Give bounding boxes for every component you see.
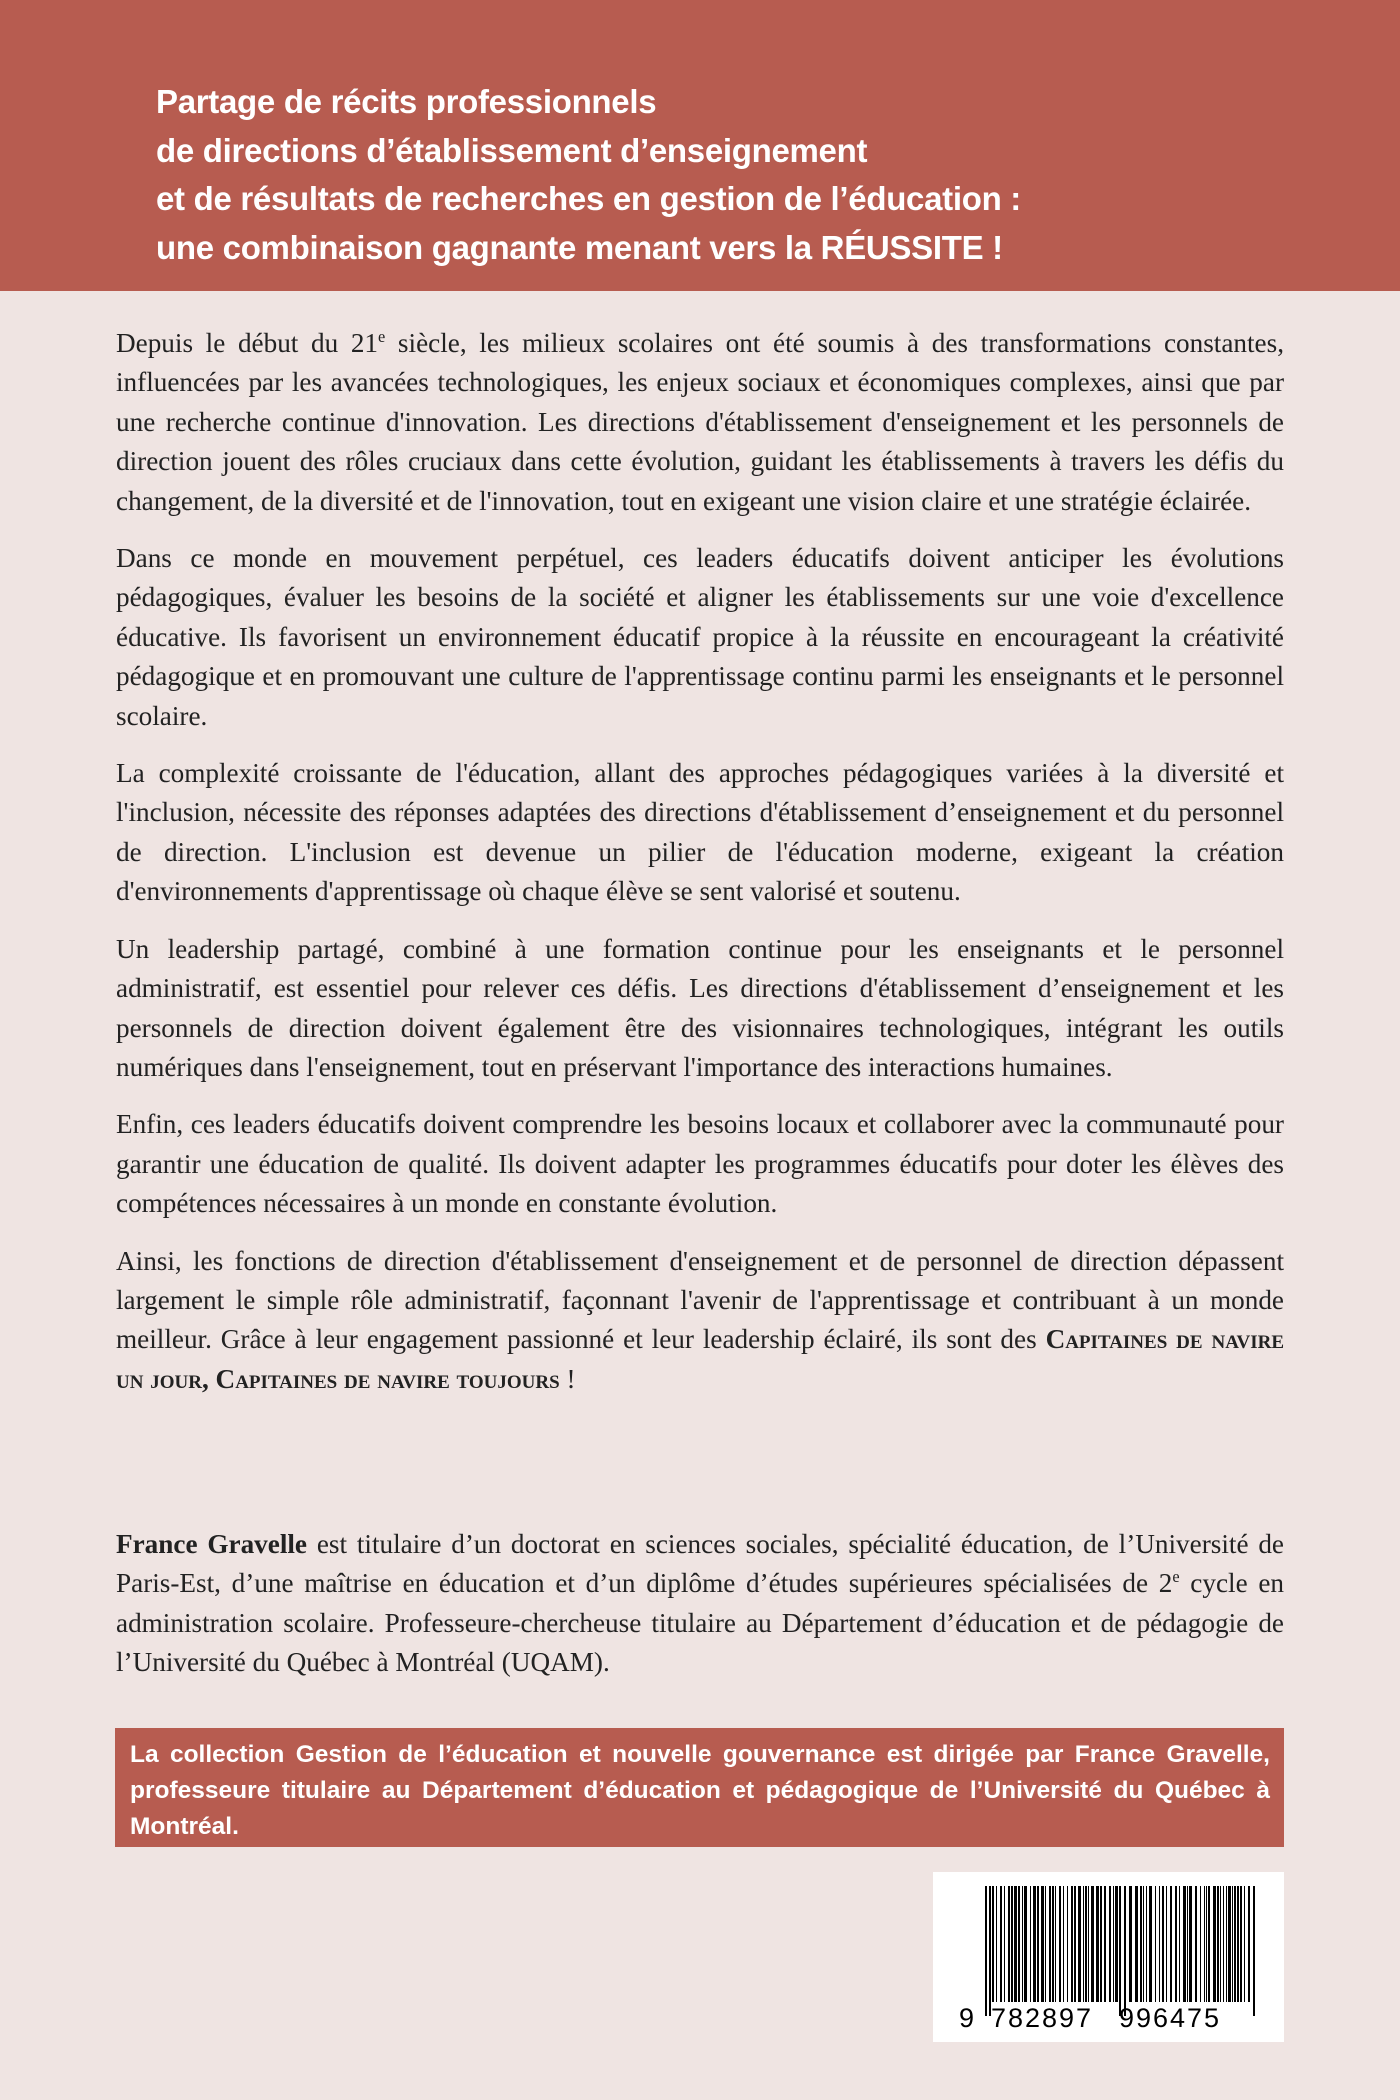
barcode-bar bbox=[1232, 1886, 1233, 2002]
paragraph: Un leadership partagé, combiné à une formation continue pour les enseignants et le personnel administratif, est essentiel pour relever ces défis. Les directions d'établissement d’enseignement et les personnels de direction doivent également être des visionnaires technologiques, intégrant les outils numériques dans l'enseignement, tout en préservant l'importance des interactions humaines. bbox=[116, 933, 1284, 1082]
cover-headline bbox=[156, 78, 1021, 272]
barcode-bar bbox=[1240, 1886, 1242, 2002]
headline-line: Partage de récits professionnels bbox=[156, 83, 657, 120]
barcode-bar bbox=[1085, 1886, 1087, 2002]
barcode-bar bbox=[1045, 1886, 1046, 2002]
barcode-bar bbox=[996, 1886, 997, 2002]
barcode-bar bbox=[1052, 1886, 1054, 2002]
barcode-bar bbox=[1146, 1886, 1147, 2002]
barcode-bar bbox=[1113, 1886, 1114, 2002]
text: siècle, les milieux scolaires ont été soumis à des transformations constantes, influencées par les avancées technologiques, les enjeux sociaux et économiques complexes, ainsi que par une recherche continue d'innovation. Les directions d'établissement d'enseignement et les personnels de direction jouent des rôles cruciaux dans cette évolution, guidant les établissements à travers les défis du changement, de la diversité et de l'innovation, tout en exigeant une vision claire et une stratégie éclairée. bbox=[116, 328, 1284, 516]
barcode-bar bbox=[1000, 1886, 1002, 2002]
barcode-bar bbox=[1078, 1886, 1081, 2002]
barcode-bar bbox=[1204, 1886, 1205, 2002]
barcode-bar bbox=[1004, 1886, 1005, 2002]
barcode-bar bbox=[1096, 1886, 1099, 2002]
text: ! bbox=[559, 1363, 576, 1394]
paragraph bbox=[116, 1242, 1284, 1400]
barcode-bar bbox=[1143, 1886, 1144, 2002]
author-bio bbox=[116, 1525, 1284, 1683]
barcode-bar bbox=[1226, 1886, 1227, 2002]
collection-note: La collection Gestion de l’éducation et nouvelle gouvernance est dirigée par France Gravelle, professeure titulaire au Département d’éducation et pédagogique de l’Université du Québec à Montréal. bbox=[115, 1728, 1284, 1847]
barcode-bar bbox=[1166, 1886, 1167, 2002]
barcode-bar bbox=[1220, 1886, 1221, 2002]
barcode-bar bbox=[1149, 1886, 1152, 2002]
barcode-bar bbox=[1071, 1886, 1073, 2002]
barcode-bar bbox=[1187, 1886, 1188, 2002]
barcode-bar bbox=[1091, 1886, 1094, 2002]
superscript: e bbox=[1172, 1567, 1180, 1587]
barcode-bar bbox=[1024, 1886, 1027, 2002]
barcode-bar bbox=[1228, 1886, 1231, 2002]
barcode-bar bbox=[1244, 1886, 1245, 2002]
barcode-bar bbox=[1049, 1886, 1051, 2002]
barcode-group2: 996475 bbox=[1119, 2003, 1219, 2033]
barcode-lead-digit: 9 bbox=[959, 2003, 975, 2033]
barcode-bar bbox=[985, 1886, 987, 2016]
barcode-bar bbox=[1018, 1886, 1020, 2002]
paragraph bbox=[116, 324, 1284, 521]
text: Ainsi, les fonctions de direction d'établissement d'enseignement et de personnel de direction dépassent largement le simple rôle administratif, façonnant l'avenir de l'apprentissage et contribuant à un monde meilleur. Grâce à leur engagement passionné et leur leadership éclairé, ils sont des bbox=[116, 1245, 1284, 1355]
barcode-group1: 782897 bbox=[991, 2003, 1091, 2033]
headline-line: de directions d’établissement d’enseignement bbox=[156, 131, 868, 169]
barcode-bar bbox=[989, 1886, 991, 2016]
isbn-barcode bbox=[933, 1872, 1284, 2042]
headline-line: une combinaison gagnante menant vers la RÉUSSITE ! bbox=[156, 228, 1003, 266]
paragraph: La complexité croissante de l'éducation, allant des approches pédagogiques variées à la diversité et l'inclusion, nécessite des réponses adaptées des directions d'établissement d’enseignement et du personnel de direction. L'inclusion est devenue un pilier de l'éducation moderne, exigeant la création d'environnements d'apprentissage où chaque élève se sent valorisé et soutenu. bbox=[116, 758, 1284, 907]
barcode-bar bbox=[1217, 1886, 1219, 2002]
text: cycle en administration scolaire. Professeure-chercheuse titulaire au Département d’éducation et de pédagogie de l’Université du Québec à Montréal (UQAM). bbox=[116, 1568, 1285, 1678]
barcode-bar bbox=[1033, 1886, 1036, 2002]
barcode-bar bbox=[1037, 1886, 1039, 2002]
paragraph: Enfin, ces leaders éducatifs doivent comprendre les besoins locaux et collaborer avec la communauté pour garantir une éducation de qualité. Ils doivent adapter les programmes éducatifs pour doter les élèves des compétences nécessaires à un monde en constante évolution. bbox=[116, 1109, 1284, 1219]
barcode-bar bbox=[1237, 1886, 1239, 2002]
barcode-bar bbox=[1014, 1886, 1017, 2002]
barcode-bar bbox=[1183, 1886, 1186, 2002]
barcode-bar bbox=[1067, 1886, 1068, 2002]
barcode-bar bbox=[1088, 1886, 1089, 2002]
barcode-bar bbox=[1175, 1886, 1177, 2002]
barcode-bar bbox=[1206, 1886, 1207, 2002]
barcode-bar bbox=[1100, 1886, 1102, 2002]
barcode-bar bbox=[1200, 1886, 1201, 2002]
barcode-bar bbox=[1055, 1886, 1056, 2002]
barcode-bar bbox=[1104, 1886, 1106, 2002]
superscript: e bbox=[378, 326, 386, 346]
author-name: France Gravelle bbox=[116, 1529, 307, 1559]
barcode-bar bbox=[1041, 1886, 1044, 2002]
barcode-bar bbox=[1115, 1886, 1118, 2002]
barcode-bar bbox=[1248, 1886, 1250, 2002]
barcode-bar bbox=[1119, 1886, 1121, 2016]
motto: Capitaines de navire un jour, Capitaines de navire toujours bbox=[116, 1324, 1284, 1394]
text: Depuis le début du 21 bbox=[116, 328, 379, 358]
headline-line: et de résultats de recherches en gestion de l’éducation : bbox=[156, 180, 1021, 217]
barcode-bar bbox=[1253, 1886, 1255, 2016]
barcode-bar bbox=[1223, 1886, 1224, 2002]
barcode-bar bbox=[1059, 1886, 1061, 2002]
barcode-bar bbox=[1135, 1886, 1138, 2002]
barcode-bar bbox=[1083, 1886, 1084, 2002]
barcode-bar bbox=[1208, 1886, 1210, 2002]
barcode-bar bbox=[1008, 1886, 1010, 2002]
barcode-bar bbox=[1022, 1886, 1023, 2002]
barcode-bar bbox=[1195, 1886, 1197, 2002]
paragraph: Dans ce monde en mouvement perpétuel, ces leaders éducatifs doivent anticiper les évolutions pédagogiques, évaluer les besoins de la société et aligner les établissements sur une voie d'excellence éducative. Ils favorisent un environnement éducatif propice à la réussite en encourageant la créativité pédagogique et en promouvant une culture de l'apprentissage continu parmi les enseignants et le personnel scolaire. bbox=[116, 543, 1284, 731]
barcode-bar bbox=[1179, 1886, 1180, 2002]
barcode-bar bbox=[1155, 1886, 1156, 2002]
barcode-bar bbox=[1063, 1886, 1064, 2002]
barcode-bar bbox=[1129, 1886, 1132, 2002]
barcode-bar bbox=[1011, 1886, 1013, 2002]
barcode-bar bbox=[1170, 1886, 1172, 2002]
barcode-bar bbox=[1234, 1886, 1236, 2002]
barcode-bar bbox=[1213, 1886, 1216, 2002]
barcode-graphic bbox=[933, 1872, 1284, 2042]
header-band bbox=[0, 0, 1400, 291]
barcode-bar bbox=[1162, 1886, 1164, 2002]
barcode-bar bbox=[1159, 1886, 1160, 2002]
barcode-bar bbox=[1074, 1886, 1076, 2002]
barcode-bar bbox=[1109, 1886, 1111, 2002]
barcode-bar bbox=[1124, 1886, 1126, 2016]
barcode-bar bbox=[992, 1886, 994, 2002]
text: est titulaire d’un doctorat en sciences sociales, spécialité éducation, de l’Université de Paris-Est, d’une maîtrise en éducation et d’un diplôme d’études supérieures spécialisées de 2 bbox=[116, 1529, 1284, 1599]
barcode-bar bbox=[1189, 1886, 1192, 2002]
blurb-text bbox=[116, 324, 1284, 1417]
barcode-bar bbox=[1030, 1886, 1031, 2002]
barcode-bar bbox=[1140, 1886, 1142, 2002]
